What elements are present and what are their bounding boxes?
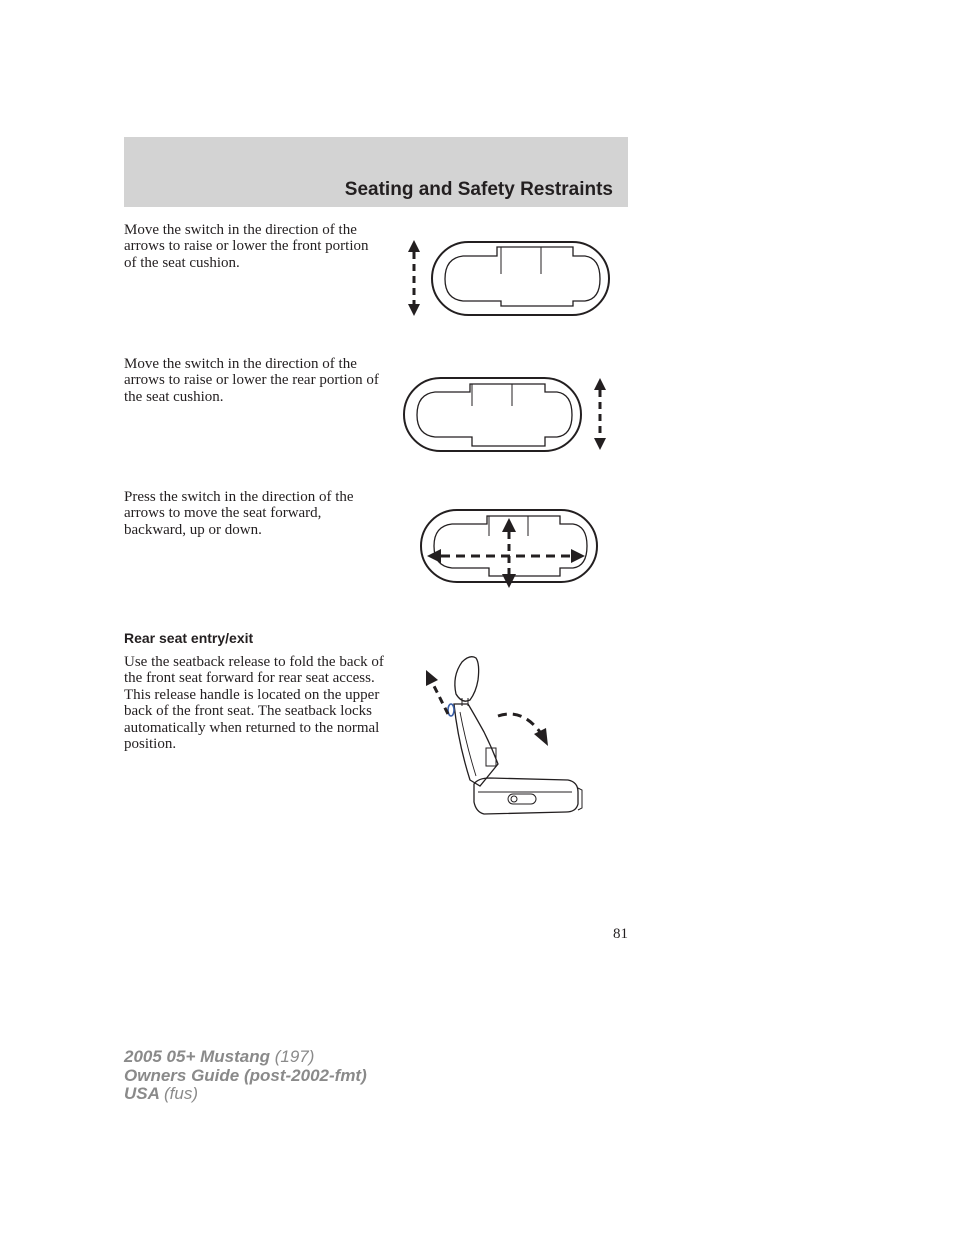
footer-line-market xyxy=(124,1085,367,1104)
seat-switch-rear-icon xyxy=(400,374,615,460)
section-header xyxy=(124,137,628,207)
footer-market: USA xyxy=(124,1084,160,1103)
footer-market-code: (fus) xyxy=(164,1084,198,1103)
footer-line-guide: Owners Guide (post-2002-fmt) xyxy=(124,1065,367,1085)
footer-model-code: (197) xyxy=(274,1047,315,1066)
footer-line-model xyxy=(124,1048,367,1067)
paragraph-four-way: Press the switch in the direction of the arrows to move the seat forward, backward, up or down. xyxy=(124,489,354,538)
seat-switch-4way-icon xyxy=(415,506,605,592)
paragraph-rear-seat-entry: Use the seatback release to fold the back of the front seat forward for rear seat access. This release handle is located on the upper back of the front seat. The seatback locks automatically when returned to the normal position. xyxy=(124,654,384,753)
document-footer xyxy=(124,1048,367,1104)
page-number: 81 xyxy=(613,926,628,942)
section-title: Seating and Safety Restraints xyxy=(344,179,613,200)
seat-switch-front-icon xyxy=(400,236,615,322)
footer-model: 2005 05+ Mustang xyxy=(124,1047,270,1066)
paragraph-front-cushion: Move the switch in the direction of the arrows to raise or lower the front portion of the seat cushion. xyxy=(124,222,369,271)
paragraph-rear-cushion: Move the switch in the direction of the arrows to raise or lower the rear portion of the seat cushion. xyxy=(124,356,379,405)
rear-seat-heading: Rear seat entry/exit xyxy=(124,630,254,646)
seat-fold-icon xyxy=(418,652,588,820)
